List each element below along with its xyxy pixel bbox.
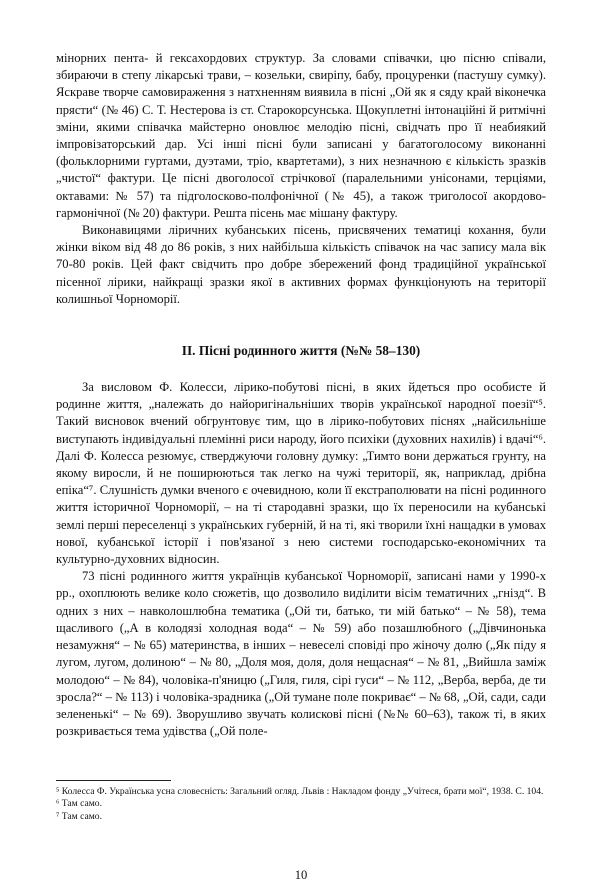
footnotes [56,786,546,823]
page-number: 10 [294,868,308,882]
body-paragraph-2: Виконавицями ліричних кубанських пісень, присвячених тематиці кохання, були жінки віком від 48 до 86 років, з них найбільша кількість співачок на час запису мала вік 70-80 років. Цей факт свідчить про добре збережений фонд традиційної української пісенної лірики, найкращі зразки якої в активних формах функціонують на території колишньої Чорноморії. [56,223,546,306]
footnote-6: ⁶ Там само. [56,798,102,810]
footnote-divider [56,780,171,781]
book-page [56,50,546,882]
body-paragraph-1: мінорних пента- й гексахордових структур. За словами співачки, цю пісню співали, збираючи в степу лікарські трави, – козельки, свиріпу, бабу, процуренки (пастушу сумку). Яскраве творче самовираження з натхненням виявила в пісні „Ой як я сяду край віконечка прясти“ (№ 46) С. Т. Нестерова із ст. Старокорсунська. Щокуплетні інтонаційні й ритмічні зміни, якими співачка майстерно оновлює мелодію пісні, свідчать про її неабиякий імпровізаторський дар. Усі інші пісні були записані у багатоголосому виконанні (фольклорними гуртами, дуэтами, тріо, квартетами), з них незначною є кількість зразків „чистої“ фактури. Це пісні двоголосої стрічкової (паралельними унісонами, терціями, октавами: № 57) та підголосково-полфонічної (№ 45), а також триголосої акордово-гармонічної (№ 20) фактури. Решта пісень має мішану фактуру. [56,51,546,220]
body-paragraph-4: 73 пісні родинного життя українців кубанської Чорноморії, записані нами у 1990-х рр., охоплюють велике коло сюжетів, що дозволило виділити вісім тематичних „гнізд“. В одних з них – навколошлюбна тематика („Ой ти, батько, ти мій батько“ – № 58), тема щасливого („А в колодязі холодная вода“ – № 59) або позашлюбного („Дівчинонька незамужня“ – № 65) материнства, в інших – невеселі сповіді про жіночу долю („Як піду я лугом, лугом, долиною“ – № 80, „Доля моя, доля, доля нещасная“ – № 81, „Вийшла заміж молодою“ – № 84), чоловіка-п'яницю („Гиля, гиля, сірі гуси“ – № 112, „Верба, верба, де ти зросла?“ – № 113) і чоловіка-зрадника („Ой тумане поле покриває“ – № 68, „Ой, сади, сади зелененькі“ – № 69). Зворушливо звучать колискові пісні (№№ 60–63), також ті, в яких розкривається тема удівства („Ой поле- [56,569,546,739]
body-paragraph-3: За висловом Ф. Колесси, лірико-побутові пісні, в яких йдеться про особисте й родинне життя, „належать до найоригінальніших творів української народної поезії“⁵. Такий висновок вчений обгрунтовує тим, що в лірико-побутових піснях „найсильніше виступають індивідуальні племінні риси народу, його психіки (духовних нахилів) і вдачі“⁶. Далі Ф. Колесса резюмує, стверджуючи головну думку: „Тимто вони держаться грунту, на якому виросли, й не поширюються так легко на чужі території, як, наприклад, дрібна епіка“⁷. Слушність думки вченого є очевидною, коли її екстраполювати на пісні родинного життя історичної Чорноморії, – на ті стародавні зразки, що їх переносили на кубанські землі перші переселенці з українських губерній, й на ті, які творили їхні нащадки в умовах нової, кубанської історії і пов'язаної з нею системи господарсько-економічних та культурно-духовних відносин. [56,380,546,567]
footnote-5: ⁵ Колесса Ф. Українська усна словесність: Загальний огляд. Львів : Накладом фонду „Учітеся, брати мої“, 1938. С. 104. [56,786,544,797]
footnote-7: ⁷ Там само. [56,810,102,822]
section-heading: II. Пісні родинного життя (№№ 58–130) [181,343,421,359]
